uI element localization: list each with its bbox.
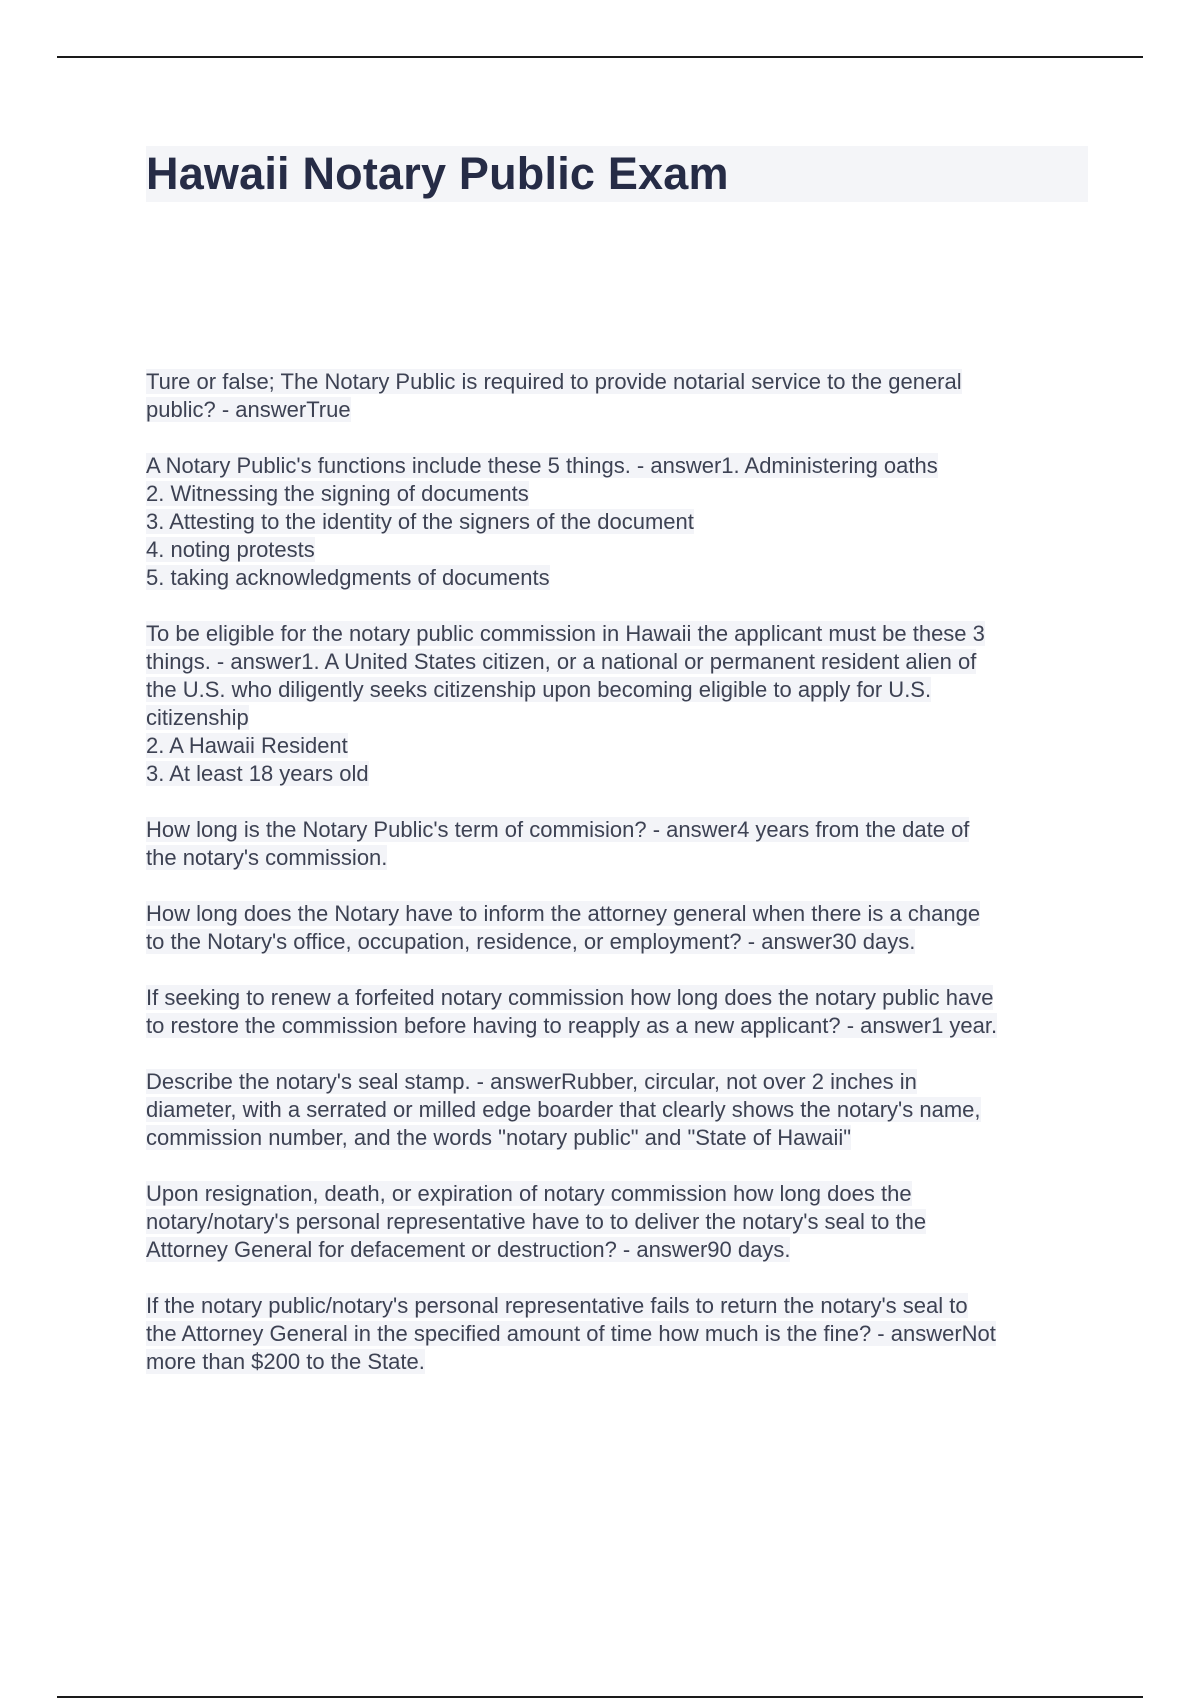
qa-item xyxy=(146,620,1092,788)
qa-item xyxy=(146,452,1092,592)
qa-line xyxy=(146,704,1092,732)
qa-line xyxy=(146,1068,1092,1096)
qa-line-text: To be eligible for the notary public commission in Hawaii the applicant must be these 3 xyxy=(146,621,985,646)
qa-line-text: If the notary public/notary's personal representative fails to return the notary's seal to xyxy=(146,1293,968,1318)
qa-line-text: things. - answer1. A United States citizen, or a national or permanent resident alien of xyxy=(146,649,977,674)
qa-line-text: Describe the notary's seal stamp. - answerRubber, circular, not over 2 inches in xyxy=(146,1069,917,1094)
qa-line xyxy=(146,536,1092,564)
qa-line xyxy=(146,1180,1092,1208)
qa-line xyxy=(146,1208,1092,1236)
qa-line xyxy=(146,564,1092,592)
qa-line xyxy=(146,760,1092,788)
qa-line-text: 5. taking acknowledgments of documents xyxy=(146,565,550,590)
qa-line-text: diameter, with a serrated or milled edge boarder that clearly shows the notary's name, xyxy=(146,1097,981,1122)
qa-line-text: commission number, and the words "notary public" and "State of Hawaii" xyxy=(146,1125,852,1150)
qa-line xyxy=(146,452,1092,480)
qa-line-text: 2. Witnessing the signing of documents xyxy=(146,481,529,506)
qa-line-text: Attorney General for defacement or destruction? - answer90 days. xyxy=(146,1237,791,1262)
qa-line xyxy=(146,1292,1092,1320)
qa-line xyxy=(146,620,1092,648)
qa-line-text: Ture or false; The Notary Public is required to provide notarial service to the general xyxy=(146,369,962,394)
qa-line-text: public? - answerTrue xyxy=(146,397,351,422)
document-title: Hawaii Notary Public Exam xyxy=(146,148,729,199)
qa-item xyxy=(146,900,1092,956)
qa-line-text: more than $200 to the State. xyxy=(146,1349,425,1374)
qa-line xyxy=(146,900,1092,928)
qa-line-text: A Notary Public's functions include these 5 things. - answer1. Administering oaths xyxy=(146,453,938,478)
qa-item xyxy=(146,984,1092,1040)
qa-item xyxy=(146,816,1092,872)
qa-line-text: notary/notary's personal representative have to to deliver the notary's seal to the xyxy=(146,1209,927,1234)
qa-line xyxy=(146,1012,1092,1040)
qa-line-text: to restore the commission before having to reapply as a new applicant? - answer1 year. xyxy=(146,1013,998,1038)
qa-line xyxy=(146,368,1092,396)
top-divider xyxy=(57,56,1143,58)
qa-line xyxy=(146,732,1092,760)
qa-line-text: How long is the Notary Public's term of commision? - answer4 years from the date of xyxy=(146,817,970,842)
qa-line-text: the notary's commission. xyxy=(146,845,388,870)
qa-item xyxy=(146,1292,1092,1376)
qa-list xyxy=(146,368,1092,1404)
qa-line xyxy=(146,676,1092,704)
bottom-divider xyxy=(57,1696,1143,1698)
qa-item xyxy=(146,368,1092,424)
qa-line xyxy=(146,816,1092,844)
qa-item xyxy=(146,1068,1092,1152)
qa-line-text: How long does the Notary have to inform the attorney general when there is a change xyxy=(146,901,981,926)
qa-line xyxy=(146,1236,1092,1264)
qa-line xyxy=(146,1320,1092,1348)
qa-line-text: 3. Attesting to the identity of the signers of the document xyxy=(146,509,694,534)
qa-line-text: 3. At least 18 years old xyxy=(146,761,369,786)
qa-line xyxy=(146,1124,1092,1152)
qa-line-text: the U.S. who diligently seeks citizenship upon becoming eligible to apply for U.S. xyxy=(146,677,932,702)
qa-line xyxy=(146,1348,1092,1376)
qa-line xyxy=(146,480,1092,508)
qa-line xyxy=(146,928,1092,956)
qa-item xyxy=(146,1180,1092,1264)
qa-line-text: Upon resignation, death, or expiration of notary commission how long does the xyxy=(146,1181,912,1206)
qa-line-text: If seeking to renew a forfeited notary commission how long does the notary public have xyxy=(146,985,994,1010)
qa-line-text: to the Notary's office, occupation, residence, or employment? - answer30 days. xyxy=(146,929,916,954)
qa-line xyxy=(146,984,1092,1012)
qa-line xyxy=(146,844,1092,872)
qa-line-text: 4. noting protests xyxy=(146,537,315,562)
qa-line-text: 2. A Hawaii Resident xyxy=(146,733,348,758)
qa-line-text: the Attorney General in the specified amount of time how much is the fine? - answerNot xyxy=(146,1321,996,1346)
qa-line xyxy=(146,396,1092,424)
qa-line xyxy=(146,1096,1092,1124)
qa-line xyxy=(146,508,1092,536)
qa-line-text: citizenship xyxy=(146,705,249,730)
qa-line xyxy=(146,648,1092,676)
